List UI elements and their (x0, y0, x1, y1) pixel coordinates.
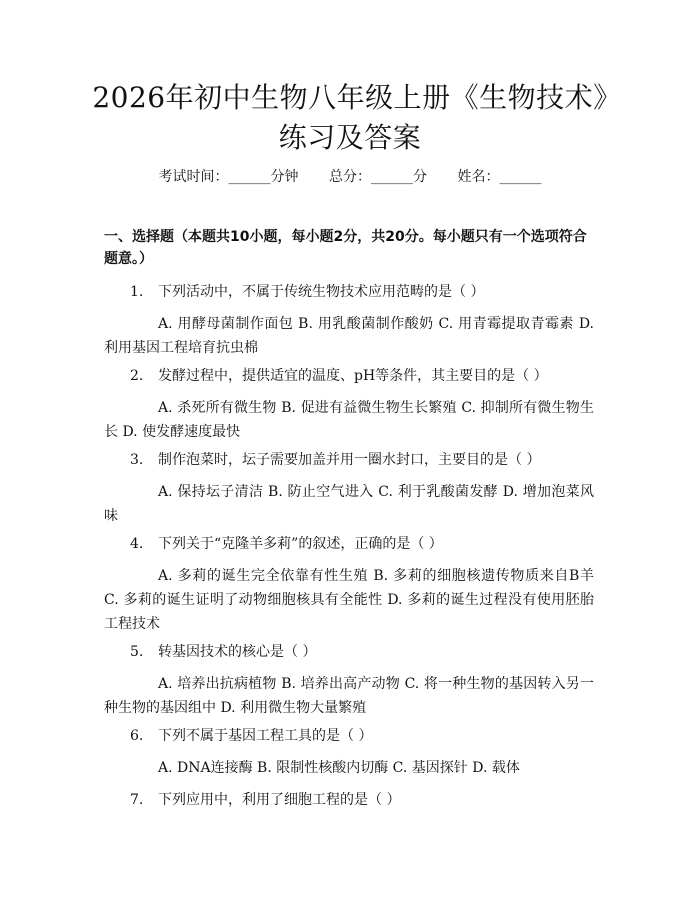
question-5 (130, 642, 316, 662)
question-5-options: A. 培养出抗病植物 B. 培养出高产动物 C. 将一种生物的基因转入另一种生物的基因组中 D. 利用微生物大量繁殖 (104, 676, 594, 716)
question-text: 发酵过程中，提供适宜的温度、pH等条件，其主要目的是（ ） (158, 368, 548, 384)
exam-info-row (0, 167, 700, 187)
exam-time-field: 考试时间：______分钟 (158, 169, 299, 185)
question-1 (130, 282, 484, 302)
page-title: 2026年初中生物八年级上册《生物技术》练习及答案 (92, 81, 608, 154)
total-score-field: 总分：______分 (329, 169, 427, 185)
question-2-options: A. 杀死所有微生物 B. 促进有益微生物生长繁殖 C. 抑制所有微生物生长 D. 使发酵速度最快 (104, 400, 594, 440)
question-number: 5. (130, 644, 144, 660)
question-text: 制作泡菜时，坛子需要加盖并用一圈水封口，主要目的是（ ） (158, 452, 541, 468)
question-7 (130, 790, 400, 810)
question-text: 下列应用中，利用了细胞工程的是（ ） (158, 792, 401, 808)
question-number: 2. (130, 368, 144, 384)
question-6 (130, 726, 372, 746)
question-3-options: A. 保持坛子清洁 B. 防止空气进入 C. 利于乳酸菌发酵 D. 增加泡菜风味 (104, 484, 594, 524)
name-field: 姓名：______ (457, 169, 542, 185)
question-number: 3. (130, 452, 144, 468)
question-6-options: A. DNA连接酶 B. 限制性核酸内切酶 C. 基因探针 D. 载体 (158, 760, 520, 776)
question-number: 1. (130, 284, 144, 300)
question-text: 下列不属于基因工程工具的是（ ） (158, 728, 373, 744)
question-number: 6. (130, 728, 144, 744)
question-number: 7. (130, 792, 144, 808)
question-number: 4. (130, 536, 144, 552)
question-1-options: A. 用酵母菌制作面包 B. 用乳酸菌制作酸奶 C. 用青霉提取青霉素 D. 利用基因工程培育抗虫棉 (104, 316, 594, 356)
question-4 (130, 534, 443, 554)
question-4-options: A. 多莉的诞生完全依靠有性生殖 B. 多莉的细胞核遗传物质来自B羊 C. 多莉的诞生证明了动物细胞核具有全能性 D. 多莉的诞生过程没有使用胚胎工程技术 (104, 568, 594, 632)
question-2 (130, 366, 548, 386)
section-heading: 一、选择题（本题共10小题，每小题2分，共20分。每小题只有一个选项符合题意。） (104, 229, 587, 267)
question-3 (130, 450, 540, 470)
question-text: 下列关于“克隆羊多莉”的叙述，正确的是（ ） (158, 536, 443, 552)
question-text: 下列活动中，不属于传统生物技术应用范畴的是（ ） (158, 284, 485, 300)
question-text: 转基因技术的核心是（ ） (158, 644, 317, 660)
